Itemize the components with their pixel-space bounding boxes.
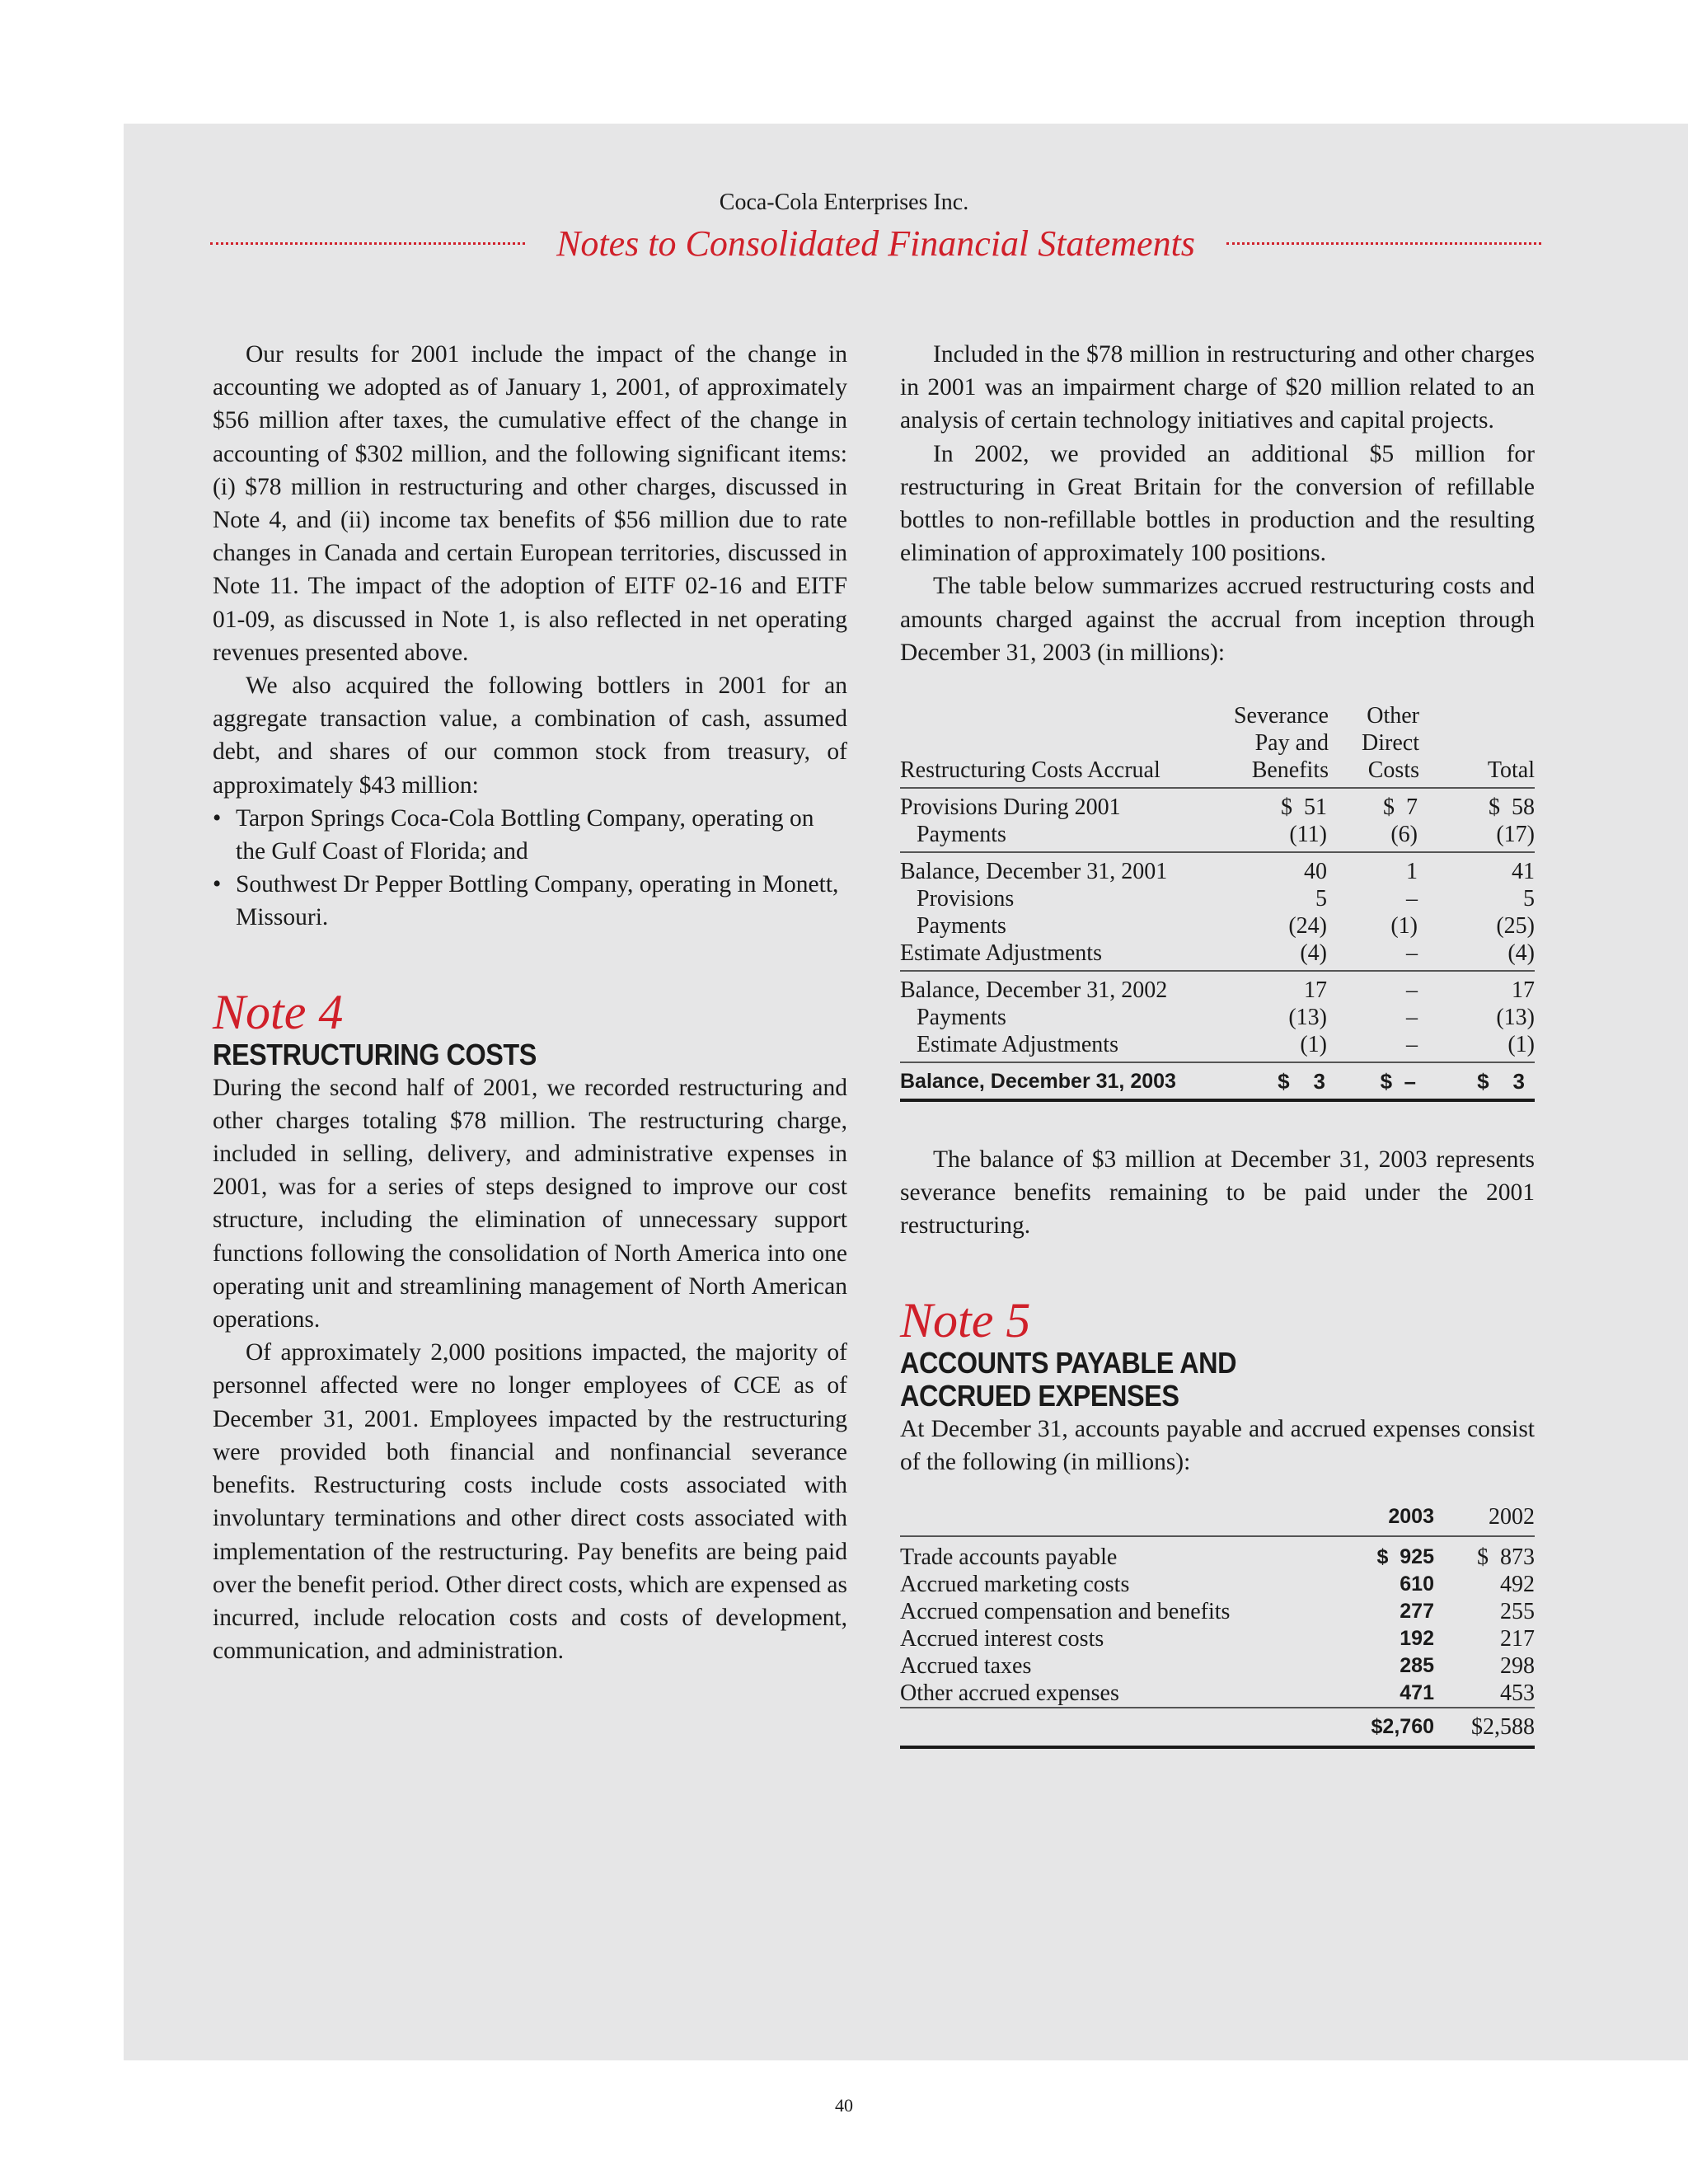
table-cell-label: Estimate Adjustments xyxy=(917,1032,1118,1058)
table-cell-total: (13) xyxy=(1496,1005,1535,1031)
table-row xyxy=(900,1625,1535,1652)
table-cell-severance: (1) xyxy=(1300,1032,1327,1058)
table-total-row xyxy=(900,1062,1535,1100)
table-row xyxy=(900,821,1535,852)
table-row xyxy=(900,1680,1535,1708)
table-cell-label: Accrued taxes xyxy=(900,1653,1032,1680)
table-cell-label: Balance, December 31, 2002 xyxy=(900,977,1168,1004)
table-cell-2003: 285 xyxy=(1400,1654,1434,1678)
table-cell-other: (1) xyxy=(1390,913,1418,940)
right-column xyxy=(900,338,1535,1749)
table-cell-label: Estimate Adjustments xyxy=(900,940,1102,967)
table-row xyxy=(900,1004,1535,1031)
table-cell-label: Accrued marketing costs xyxy=(900,1572,1130,1598)
dotted-rule-right xyxy=(1226,242,1541,245)
table-row xyxy=(900,1652,1535,1680)
col-header-other: Costs xyxy=(1367,757,1419,784)
table-cell-total: 5 xyxy=(1523,886,1535,912)
table-cell-severance: 40 xyxy=(1304,859,1327,885)
table-cell-total: 41 xyxy=(1512,859,1535,885)
table-cell-2003: $ 925 xyxy=(1376,1545,1434,1569)
table-cell-label: Provisions xyxy=(917,886,1015,912)
accounts-payable-table xyxy=(900,1503,1535,1749)
table-cell-2003: 192 xyxy=(1400,1627,1434,1651)
table-cell-2003: 610 xyxy=(1400,1572,1434,1596)
col-header-severance: Benefits xyxy=(1251,757,1329,784)
col-header-severance: Pay and xyxy=(1254,730,1329,757)
col-header-2002: 2002 xyxy=(1489,1504,1535,1530)
table-cell-total: (1) xyxy=(1507,1032,1535,1058)
dotted-rule-left xyxy=(210,242,525,245)
table-cell-label: Payments xyxy=(917,1005,1006,1031)
table-cell-other: 1 xyxy=(1406,859,1418,885)
table-header-row xyxy=(900,702,1535,729)
note-5-heading-line-2: ACCRUED EXPENSES xyxy=(900,1378,1179,1413)
table-total-row xyxy=(900,1708,1535,1747)
table-cell-2002: $2,588 xyxy=(1471,1714,1535,1741)
table-header-row xyxy=(900,1503,1535,1536)
table-cell-severance: (24) xyxy=(1288,913,1327,940)
note-5-number: Note 5 xyxy=(900,1292,1031,1347)
table-cell-other: – xyxy=(1406,940,1418,967)
paragraph: At December 31, accounts payable and accrued expenses consist of the following (in millions): xyxy=(900,1415,1535,1475)
table-row xyxy=(900,788,1535,821)
table-cell-other: – xyxy=(1406,1032,1418,1058)
table-cell-severance: (11) xyxy=(1289,822,1327,848)
table-cell-severance: (13) xyxy=(1288,1005,1327,1031)
paragraph: Included in the $78 million in restructuring and other charges in 2001 was an impairment charge of $20 million related to an analysis of certain technology initiatives and capital projects. xyxy=(900,341,1535,434)
table-cell-2002: 453 xyxy=(1500,1680,1535,1707)
paragraph: Our results for 2001 include the impact of the change in accounting we adopted as of January 1, 2001, of approximately $56 million after taxes, the cumulative effect of the change in accounting of $302 million, and the following significant items: (i) $78 million in restructuring and other charges, discussed in Note 4, and (ii) income tax benefits of $56 million due to rate changes in Canada and certain European territories, discussed in Note 11. The impact of the adoption of EITF 02-16 and EITF 01-09, as discussed in Note 1, is also reflected in net operating revenues presented above. xyxy=(213,341,847,666)
table-cell-other: $ 7 xyxy=(1383,794,1418,821)
col-header-total: Total xyxy=(1487,757,1535,784)
table-cell-total: (25) xyxy=(1496,913,1535,940)
table-row xyxy=(900,1598,1535,1625)
company-name: Coca-Cola Enterprises Inc. xyxy=(719,190,969,215)
list-item xyxy=(213,802,847,868)
table-cell-severance: 5 xyxy=(1315,886,1327,912)
table-cell-2002: $ 873 xyxy=(1477,1544,1535,1571)
table-cell-label: Payments xyxy=(917,822,1006,848)
table-cell-total: $ 58 xyxy=(1489,794,1535,821)
left-column xyxy=(213,338,847,1667)
title-row xyxy=(210,218,1541,268)
col-header-label: Restructuring Costs Accrual xyxy=(900,757,1160,784)
table-row xyxy=(900,940,1535,971)
page-title: Notes to Consolidated Financial Statements xyxy=(556,223,1195,264)
table-cell-label: Accrued compensation and benefits xyxy=(900,1599,1231,1625)
list-item-text: Tarpon Springs Coca-Cola Bottling Company, operating on the Gulf Coast of Florida; and xyxy=(236,804,814,865)
table-cell-label: Balance, December 31, 2003 xyxy=(900,1070,1176,1094)
paragraph: Of approximately 2,000 positions impacted, the majority of personnel affected were no longer employees of CCE as of December 31, 2001. Employees impacted by the restructuring were provided both financial and nonfinancial severance benefits. Restructuring costs include costs associated with involuntary terminations and other direct costs associated with implementation of the restructuring. Pay benefits are being paid over the benefit period. Other direct costs, which are expensed as incurred, include relocation costs and costs of development, communication, and administration. xyxy=(213,1339,847,1665)
table-cell-label: Trade accounts payable xyxy=(900,1544,1118,1571)
table-row xyxy=(900,912,1535,940)
table-cell-2003: 471 xyxy=(1400,1681,1434,1705)
table-cell-2003: $2,760 xyxy=(1371,1715,1434,1739)
table-cell-other: $ – xyxy=(1380,1069,1416,1094)
col-header-severance: Severance xyxy=(1233,703,1329,729)
col-header-other: Direct xyxy=(1362,730,1419,757)
table-cell-other: – xyxy=(1406,886,1418,912)
table-cell-label: Balance, December 31, 2001 xyxy=(900,859,1168,885)
list-item xyxy=(213,868,847,934)
table-cell-total: (4) xyxy=(1507,940,1535,967)
restructuring-table xyxy=(900,702,1535,1102)
table-cell-2002: 492 xyxy=(1500,1572,1535,1598)
col-header-other: Other xyxy=(1367,703,1419,729)
table-row xyxy=(900,1031,1535,1062)
note-4-number: Note 4 xyxy=(213,984,344,1039)
list-item-text: Southwest Dr Pepper Bottling Company, operating in Monett, Missouri. xyxy=(236,871,839,931)
paragraph: In 2002, we provided an additional $5 million for restructuring in Great Britain for the conversion of refillable bottles to non-refillable bottles in production and the resulting elimination of approximately 100 positions. xyxy=(900,440,1535,567)
table-row xyxy=(900,852,1535,885)
table-cell-severance: $ 3 xyxy=(1278,1069,1325,1094)
table-header-row xyxy=(900,757,1535,788)
table-cell-2002: 298 xyxy=(1500,1653,1535,1680)
bullet-icon: • xyxy=(213,871,222,898)
table-cell-total: 17 xyxy=(1512,977,1535,1004)
table-cell-severance: 17 xyxy=(1304,977,1327,1004)
table-row xyxy=(900,1536,1535,1571)
table-cell-label: Accrued interest costs xyxy=(900,1626,1104,1652)
table-cell-other: (6) xyxy=(1390,822,1418,848)
paragraph: The table below summarizes accrued restructuring costs and amounts charged against the accrual from inception through December 31, 2003 (in millions): xyxy=(900,573,1535,666)
bullet-icon: • xyxy=(213,804,222,832)
table-header-row xyxy=(900,729,1535,757)
table-cell-label: Payments xyxy=(917,913,1006,940)
page-number: 40 xyxy=(835,2095,853,2116)
table-cell-severance: $ 51 xyxy=(1281,794,1327,821)
table-cell-label: Other accrued expenses xyxy=(900,1680,1119,1707)
table-cell-label: Provisions During 2001 xyxy=(900,794,1121,821)
note-4-heading: RESTRUCTURING COSTS xyxy=(213,1037,537,1071)
note-5-heading-line-1: ACCOUNTS PAYABLE AND xyxy=(900,1345,1237,1380)
table-cell-2002: 217 xyxy=(1500,1626,1535,1652)
paragraph: The balance of $3 million at December 31, 2003 represents severance benefits remaining to be paid under the 2001 restructuring. xyxy=(900,1146,1535,1240)
paragraph: During the second half of 2001, we recorded restructuring and other charges totaling $78 million. The restructuring charge, included in selling, delivery, and administrative expenses in 2001, was for a series of steps designed to improve our cost structure, including the elimination of unnecessary support functions following the consolidation of North America into one operating unit and streamlining management of North American operations. xyxy=(213,1074,847,1333)
table-row xyxy=(900,885,1535,912)
paragraph: We also acquired the following bottlers in 2001 for an aggregate transaction value, a combination of cash, assumed debt, and shares of our common stock from treasury, of approximately $43 million: xyxy=(213,673,847,799)
table-cell-2002: 255 xyxy=(1500,1599,1535,1625)
col-header-2003: 2003 xyxy=(1388,1505,1434,1529)
table-cell-other: – xyxy=(1406,977,1418,1004)
table-row xyxy=(900,1571,1535,1598)
table-cell-severance: (4) xyxy=(1300,940,1327,967)
table-row xyxy=(900,971,1535,1004)
table-cell-total: (17) xyxy=(1496,822,1535,848)
table-cell-2003: 277 xyxy=(1400,1600,1434,1624)
table-cell-other: – xyxy=(1406,1005,1418,1031)
table-cell-total: $ 3 xyxy=(1477,1069,1525,1094)
